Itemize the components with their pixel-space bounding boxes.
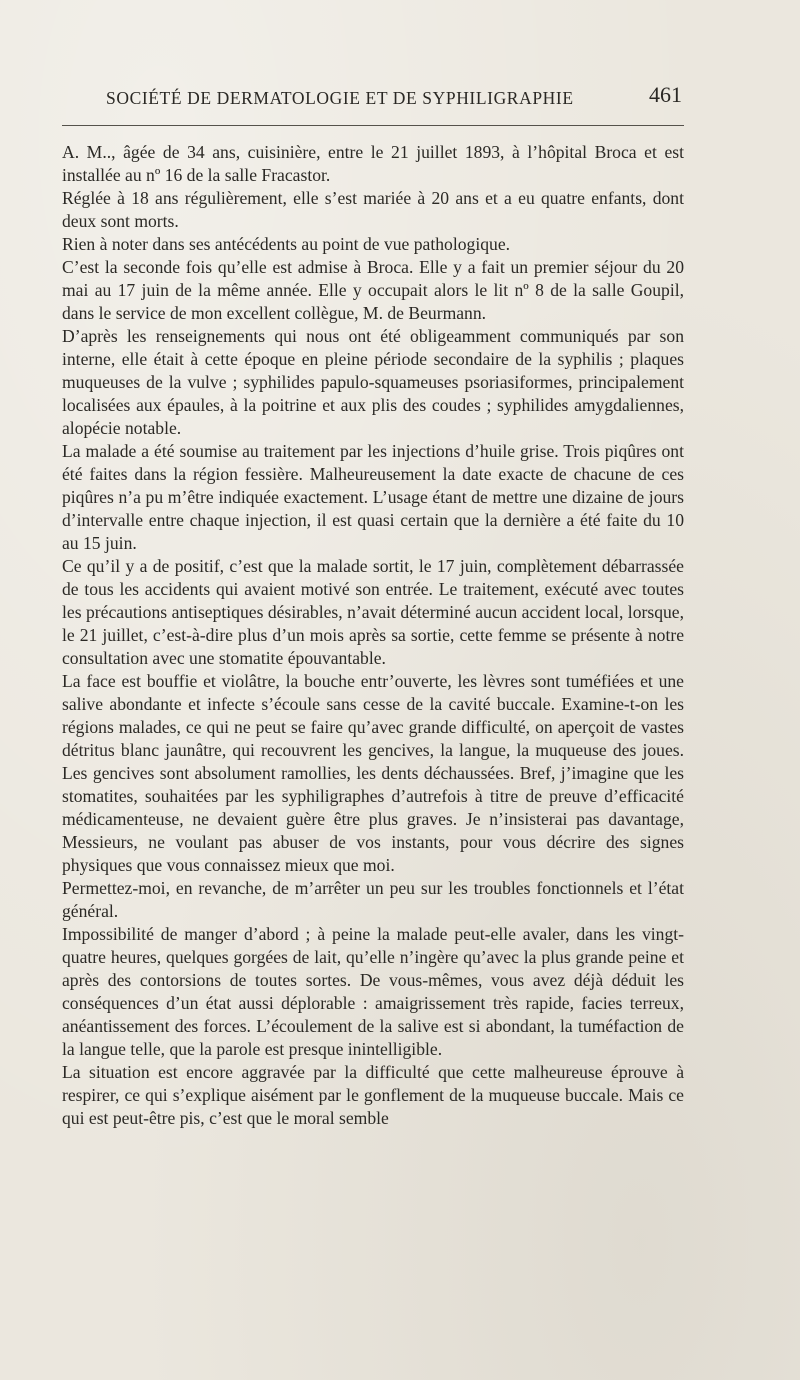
paragraph: A. M.., âgée de 34 ans, cuisinière, entre le 21 juillet 1893, à l’hôpital Broca et est installée au nº 16 de la salle Fracastor. xyxy=(62,142,684,185)
paragraph: La face est bouffie et violâtre, la bouche entr’ouverte, les lèvres sont tuméfiées et une salive abondante et infecte s’écoule sans cesse de la cavité buccale. Examine-t-on les régions malades, ce qui ne peut se faire qu’avec grande difficulté, on aperçoit de vastes détritus blanc jaunâtre, qui recouvrent les gencives, la langue, la muqueuse des joues. Les gencives sont absolument ramollies, les dents déchaussées. Bref, j’imagine que les stomatites, souhaitées par les syphiligraphes d’autrefois à titre de preuve d’efficacité médicamenteuse, ne devaient guère être plus graves. Je n’insisterai pas davantage, Messieurs, ne voulant pas abuser de vos instants, pour vous décrire des signes physiques que vous connaissez mieux que moi. xyxy=(62,671,684,875)
paragraph: Réglée à 18 ans régulièrement, elle s’est mariée à 20 ans et a eu quatre enfants, dont deux sont morts. xyxy=(62,188,684,231)
paragraph: C’est la seconde fois qu’elle est admise à Broca. Elle y a fait un premier séjour du 20 mai au 17 juin de la même année. Elle y occupait alors le lit nº 8 de la salle Goupil, dans le service de mon excellent collègue, M. de Beurmann. xyxy=(62,257,684,323)
paragraph: Rien à noter dans ses antécédents au point de vue pathologique. xyxy=(62,234,511,254)
paragraph: La malade a été soumise au traitement par les injections d’huile grise. Trois piqûres ont été faites dans la région fessière. Malheureusement la date exacte de chacune de ces piqûres n’a pu m’être indiquée exactement. L’usage étant de mettre une dizaine de jours d’intervalle entre chaque injection, il est quasi certain que la dernière a été faite du 10 au 15 juin. xyxy=(62,441,684,553)
paragraph: Impossibilité de manger d’abord ; à peine la malade peut-elle avaler, dans les vingt-quatre heures, quelques gorgées de lait, qu’elle n’ingère qu’avec la plus grande peine et après des contorsions de toutes sortes. De vous-mêmes, vous avez déjà déduit les conséquences d’un état aussi déplorable : amaigrissement très rapide, facies terreux, anéantissement des forces. L’écoulement de la salive est si abondant, la tuméfaction de la langue telle, que la parole est presque inintelligible. xyxy=(62,924,684,1059)
paragraph: D’après les renseignements qui nous ont été obligeamment communiqués par son interne, elle était à cette époque en pleine période secondaire de la syphilis ; plaques muqueuses de la vulve ; syphilides papulo-squameuses psoriasiformes, principalement localisées aux épaules, à la poitrine et aux plis des coudes ; syphilides amygdaliennes, alopécie notable. xyxy=(62,326,684,438)
paragraph: Permettez-moi, en revanche, de m’arrêter un peu sur les troubles fonctionnels et l’état général. xyxy=(62,878,684,921)
running-header-title: SOCIÉTÉ DE DERMATOLOGIE ET DE SYPHILIGRAPHIE xyxy=(106,88,574,108)
paragraph: La situation est encore aggravée par la difficulté que cette malheureuse éprouve à respirer, ce qui s’explique aisément par le gonflement de la muqueuse buccale. Mais ce qui est peut-être pis, c’est que le moral semble xyxy=(62,1062,684,1128)
header-rule xyxy=(62,125,684,126)
body-text xyxy=(62,141,684,1130)
page-number: 461 xyxy=(649,82,682,107)
paragraph: Ce qu’il y a de positif, c’est que la malade sortit, le 17 juin, complètement débarrassée de tous les accidents qui avaient motivé son entrée. Le traitement, exécuté avec toutes les précautions antiseptiques désirables, n’avait déterminé aucun accident local, lorsque, le 21 juillet, c’est-à-dire plus d’un mois après sa sortie, cette femme se présente à notre consultation avec une stomatite épouvantable. xyxy=(62,556,684,668)
